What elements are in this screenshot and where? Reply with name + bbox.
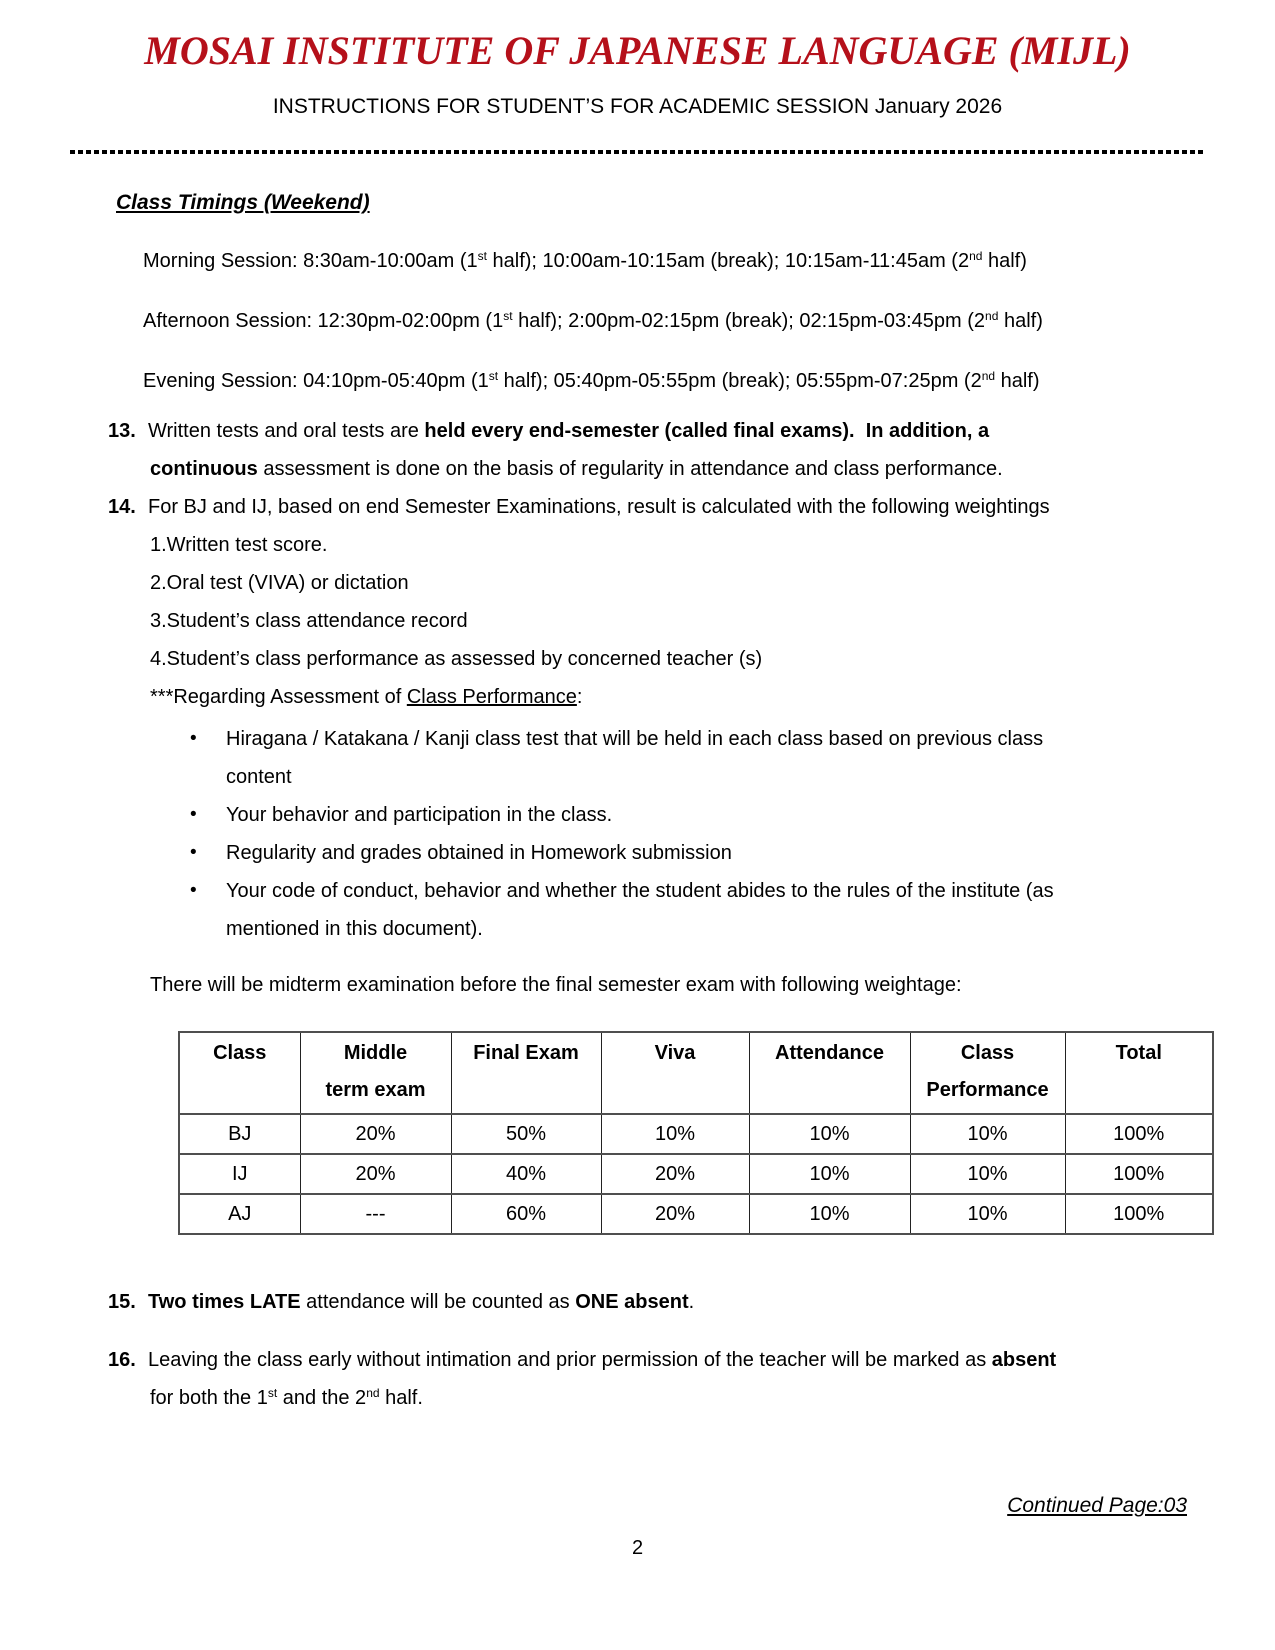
session-evening — [0, 362, 1275, 400]
text-segment: 1.Written test score. — [150, 534, 328, 556]
text-segment: st — [503, 309, 513, 323]
text-segment: Afternoon Session: 12:30pm-02:00pm (1 — [143, 310, 504, 332]
table-cell: BJ — [179, 1114, 300, 1154]
table-cell: --- — [300, 1194, 451, 1234]
text-segment: mentioned in this document). — [226, 918, 483, 940]
text-segment: 3.Student’s class attendance record — [150, 610, 468, 632]
text-segment: Morning Session: 8:30am-10:00am (1 — [143, 250, 478, 272]
text-segment: Evening Session: 04:10pm-05:40pm (1 — [143, 370, 489, 392]
text-segment: 4.Student’s class performance as assessed by concerned teacher (s) — [150, 648, 763, 670]
text-segment: For BJ and IJ, based on end Semester Examinations, result is calculated with the following weightings — [148, 496, 1050, 518]
table-row — [179, 1154, 1213, 1194]
text-segment: absent — [991, 1349, 1057, 1371]
text-segment: ***Regarding Assessment of — [150, 686, 407, 708]
text-segment: : — [576, 686, 583, 708]
table-cell: 10% — [910, 1114, 1065, 1154]
bullet-1-line-2 — [0, 758, 1275, 796]
table-cell: 20% — [300, 1154, 451, 1194]
weightage-table — [178, 1031, 1214, 1235]
table-header-cell: Attendance — [749, 1032, 910, 1114]
text-segment: Regularity and grades obtained in Homework submission — [226, 842, 732, 864]
text-segment: . — [688, 1291, 695, 1313]
text-segment: nd — [366, 1386, 380, 1400]
item-16-line-1 — [0, 1341, 1275, 1379]
item-number: 15. — [108, 1291, 136, 1313]
document-body-lower — [0, 1283, 1275, 1417]
item-14-note — [0, 678, 1275, 716]
table-cell: 20% — [300, 1114, 451, 1154]
table-header-cell: Total — [1065, 1032, 1213, 1114]
text-segment: nd — [985, 309, 999, 323]
text-segment: st — [477, 249, 487, 263]
text-segment: half); 2:00pm-02:15pm (break); 02:15pm-03:45pm (2 — [512, 310, 986, 332]
table-cell: AJ — [179, 1194, 300, 1234]
session-morning — [0, 242, 1275, 280]
bullet-3 — [0, 834, 1275, 872]
table-header-cell: Final Exam — [451, 1032, 601, 1114]
bullet-icon: • — [190, 804, 197, 825]
table-cell: 10% — [749, 1194, 910, 1234]
text-segment: half) — [998, 310, 1043, 332]
bullet-icon: • — [190, 842, 197, 863]
bullet-icon: • — [190, 728, 197, 749]
text-segment: Two times LATE — [148, 1291, 301, 1313]
text-segment: 2.Oral test (VIVA) or dictation — [150, 572, 409, 594]
item-14-sub-4 — [0, 640, 1275, 678]
page-number: 2 — [631, 1537, 644, 1559]
page-title: MOSAI INSTITUTE OF JAPANESE LANGUAGE (MIJL) — [144, 28, 1131, 73]
table-cell: IJ — [179, 1154, 300, 1194]
text-segment: assessment is done on the basis of regularity in attendance and class performance. — [257, 458, 1003, 480]
text-segment: half) — [995, 370, 1040, 392]
text-segment: half. — [379, 1387, 423, 1409]
table-cell: 100% — [1065, 1114, 1213, 1154]
text-segment: Class Performance — [406, 686, 577, 708]
table-cell: 10% — [601, 1114, 749, 1154]
text-segment: half) — [982, 250, 1027, 272]
text-segment: half); 05:40pm-05:55pm (break); 05:55pm-07:25pm (2 — [498, 370, 982, 392]
table-header-cell: Class — [213, 1042, 267, 1064]
text-segment: Written tests and oral tests are — [148, 420, 425, 442]
text-segment: Your code of conduct, behavior and whether the student abides to the rules of the institute (as — [226, 880, 1054, 902]
table-row — [179, 1114, 1213, 1154]
text-segment: nd — [981, 369, 996, 383]
session-afternoon — [0, 302, 1275, 340]
item-14-sub-3 — [0, 602, 1275, 640]
text-segment: st — [488, 369, 499, 383]
text-segment: Class Timings (Weekend) — [116, 191, 370, 214]
item-number: 13. — [108, 420, 136, 442]
item-16-line-2 — [0, 1379, 1275, 1417]
bullet-icon: • — [190, 880, 197, 901]
text-segment: and the 2 — [277, 1387, 367, 1409]
item-13-line-1 — [0, 412, 1275, 450]
text-segment: Hiragana / Katakana / Kanji class test that will be held in each class based on previous class — [226, 728, 1044, 750]
section-heading — [0, 188, 1275, 218]
table-cell: 10% — [910, 1154, 1065, 1194]
item-14-line-1 — [0, 488, 1275, 526]
table-cell: 50% — [451, 1114, 601, 1154]
table-header-cell: Class Performance — [910, 1032, 1065, 1114]
text-segment: content — [226, 766, 292, 788]
item-15 — [0, 1283, 1275, 1321]
text-segment: for both the 1 — [150, 1387, 268, 1409]
text-segment: st — [267, 1386, 278, 1400]
table-cell: 10% — [749, 1154, 910, 1194]
text-segment: attendance will be counted as — [300, 1291, 576, 1313]
text-segment: ONE absent — [575, 1291, 689, 1313]
text-segment: half); 10:00am-10:15am (break); 10:15am-11:45am (2 — [486, 250, 970, 272]
text-segment: nd — [969, 249, 983, 263]
table-header-row — [179, 1032, 1213, 1114]
bullet-1-line-1 — [0, 720, 1275, 758]
item-number: 16. — [108, 1349, 136, 1371]
document-body-upper — [0, 188, 1275, 1004]
item-number: 14. — [108, 496, 136, 518]
midterm-para — [0, 966, 1275, 1004]
item-14-sub-2 — [0, 564, 1275, 602]
text-segment: Your behavior and participation in the class. — [226, 804, 613, 826]
table-cell: 20% — [601, 1194, 749, 1234]
table-cell: 100% — [1065, 1154, 1213, 1194]
bullet-2 — [0, 796, 1275, 834]
table-cell: 60% — [451, 1194, 601, 1234]
text-segment: continuous — [150, 458, 258, 480]
table-header-cell: Viva — [601, 1032, 749, 1114]
table-row — [179, 1194, 1213, 1234]
page-subtitle: INSTRUCTIONS FOR STUDENT’S FOR ACADEMIC SESSION January 2026 — [272, 95, 1003, 118]
table-cell: 10% — [749, 1114, 910, 1154]
text-segment: Leaving the class early without intimation and prior permission of the teacher will be marked as — [148, 1349, 992, 1371]
table-header-cell: Middle term exam — [300, 1032, 451, 1114]
table-cell: 20% — [601, 1154, 749, 1194]
weightage-table-wrap — [178, 1031, 1275, 1235]
table-cell: 10% — [910, 1194, 1065, 1234]
table-cell: 100% — [1065, 1194, 1213, 1234]
bullet-4-line-1 — [0, 872, 1275, 910]
table-cell: 40% — [451, 1154, 601, 1194]
dashed-divider — [70, 150, 1205, 154]
text-segment: held every end-semester (called final exams). In addition, a — [424, 420, 990, 442]
item-14-sub-1 — [0, 526, 1275, 564]
text-segment: There will be midterm examination before the final semester exam with following weightage: — [150, 974, 962, 996]
continued-note: Continued Page:03 — [1007, 1494, 1187, 1517]
bullet-4-line-2 — [0, 910, 1275, 948]
item-13-line-2 — [0, 450, 1275, 488]
